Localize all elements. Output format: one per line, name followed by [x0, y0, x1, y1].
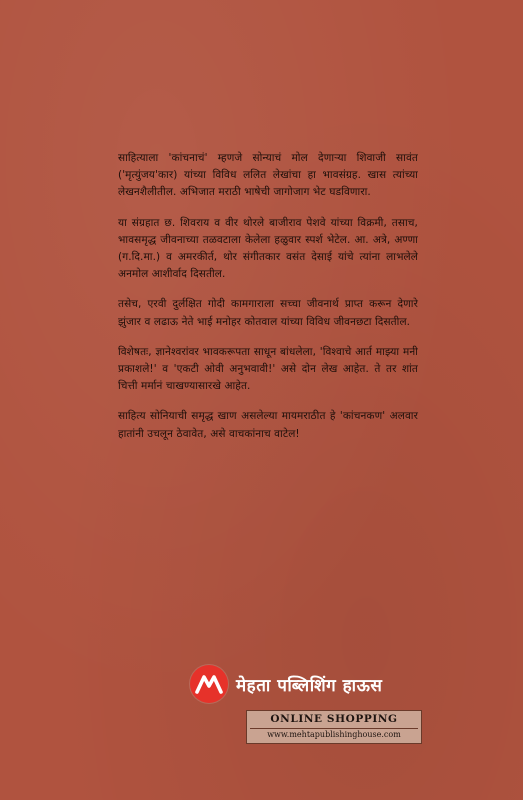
- mehta-m-logo-icon: [190, 665, 228, 703]
- online-shopping-box: [246, 710, 422, 744]
- blurb-text: [118, 150, 418, 456]
- online-shopping-title: ONLINE SHOPPING: [270, 713, 398, 725]
- publisher-brand: [190, 664, 382, 704]
- blurb-paragraph-1: साहित्याला 'कांचनाचं' म्हणजे सोन्याचं मोल देणाऱ्या शिवाजी सावंत ('मृत्युंजय'कार) यांच्या विविध ललित लेखांचा हा भावसंग्रह. खास त्यांच्या लेखनशैलीतील. अभिजात मराठी भाषेची जागोजाग भेट घडविणारा.: [118, 152, 418, 199]
- blurb-paragraph-3: तसेच, एरवी दुर्लक्षित गोदी कामगाराला सच्चा जीवनार्थ प्राप्त करून देणारे झुंजार व लढाऊ नेते भाई मनोहर कोतवाल यांच्या विविध जीवनछटा दिसतील.: [118, 298, 418, 328]
- publisher-name: मेहता पब्लिशिंग हाऊस: [236, 675, 383, 696]
- blurb-paragraph-4: विशेषतः, ज्ञानेश्वरांवर भावकरूपता साधून बांधलेला, 'विश्वाचे आर्त माझ्या मनी प्रकाशले!' व 'एकटी ओवी अनुभवावी!' असे दोन लेख आहेत. ते तर शांत चित्ती मर्मानं चाखण्यासारखे आहेत.: [118, 345, 418, 393]
- blurb-paragraph-5: साहित्य सोनियाची समृद्ध खाण असलेल्या मायमराठीत हे 'कांचनकण' अलवार हातांनी उचलून ठेवावेत, असे वाचकांनाच वाटेल!: [118, 410, 418, 440]
- blurb-paragraph-2: या संग्रहात छ. शिवराय व वीर थोरले बाजीराव पेशवे यांच्या विक्रमी, तसाच, भावसमृद्ध जीवनाच्या तळवटाला केलेला हळुवार स्पर्श भेटेल. आ. अत्रे, अण्णा (ग.दि.मा.) व अमरकीर्त, थोर संगीतकार वसंत देसाई यांचे त्यांना लाभलेले अनमोल आशीर्वाद दिसतील.: [118, 216, 418, 281]
- website-link[interactable]: www.mehtapublishinghouse.com: [250, 728, 418, 741]
